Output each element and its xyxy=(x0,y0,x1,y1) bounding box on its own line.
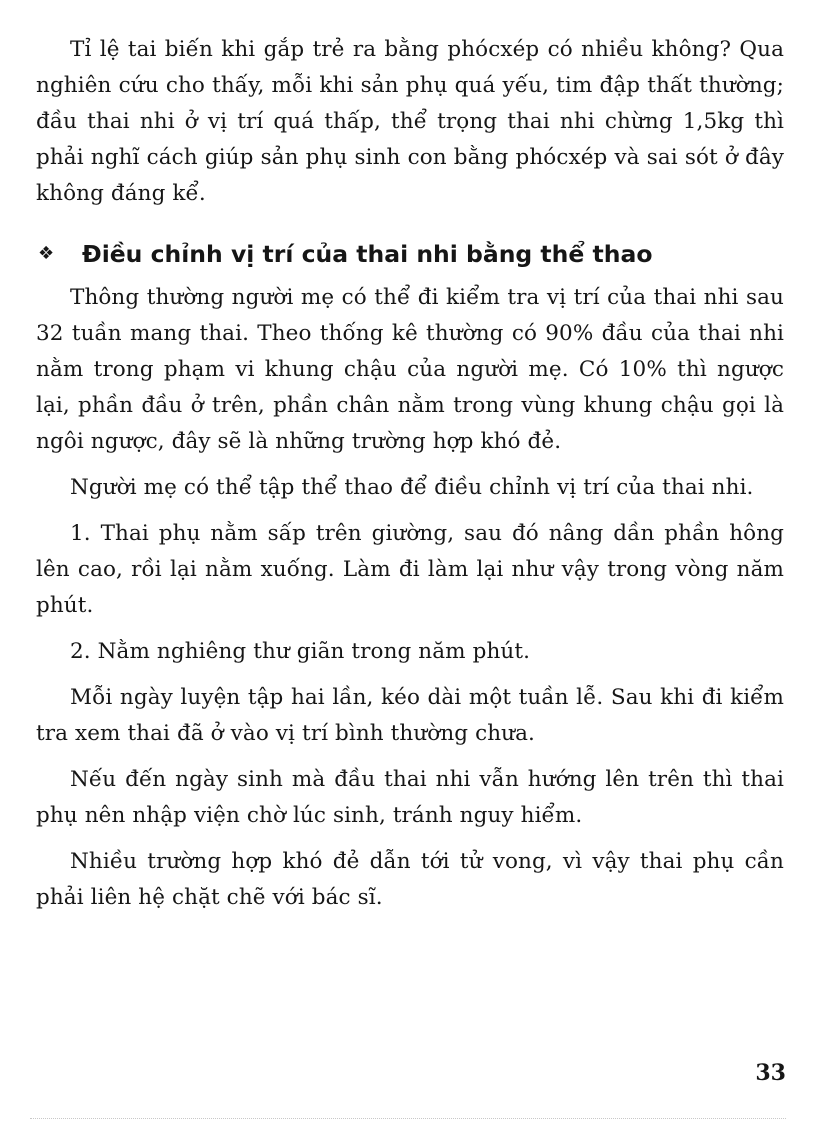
page-content xyxy=(36,32,784,926)
bottom-divider xyxy=(30,1118,786,1119)
diamond-bullet-icon: ❖ xyxy=(38,243,55,264)
intro-paragraph: Tỉ lệ tai biến khi gắp trẻ ra bằng phócxép có nhiều không? Qua nghiên cứu cho thấy, mỗi khi sản phụ quá yếu, tim đập thất thường; đầu thai nhi ở vị trí quá thấp, thể trọng thai nhi chừng 1,5kg thì phải nghĩ cách giúp sản phụ sinh con bằng phócxép và sai sót ở đây không đáng kể. xyxy=(36,37,784,206)
body-paragraph: Thông thường người mẹ có thể đi kiểm tra vị trí của thai nhi sau 32 tuần mang thai. Theo thống kê thường có 90% đầu của thai nhi nằm trong phạm vi khung chậu của người mẹ. Có 10% thì ngược lại, phần đầu ở trên, phần chân nằm trong vùng khung chậu gọi là ngôi ngược, đây sẽ là những trường hợp khó đẻ. xyxy=(36,285,784,454)
body-paragraph: Nếu đến ngày sinh mà đầu thai nhi vẫn hướng lên trên thì thai phụ nên nhập viện chờ lúc sinh, tránh nguy hiểm. xyxy=(36,767,784,828)
section-title: Điều chỉnh vị trí của thai nhi bằng thể thao xyxy=(82,240,653,268)
body-paragraph: Nhiều trường hợp khó đẻ dẫn tới tử vong, vì vậy thai phụ cần phải liên hệ chặt chẽ với bác sĩ. xyxy=(36,849,784,910)
body-paragraph: Người mẹ có thể tập thể thao để điều chỉnh vị trí của thai nhi. xyxy=(70,475,754,500)
section-heading xyxy=(36,234,784,274)
numbered-step: 2. Nằm nghiêng thư giãn trong năm phút. xyxy=(70,639,531,664)
numbered-step: 1. Thai phụ nằm sấp trên giường, sau đó nâng dần phần hông lên cao, rồi lại nằm xuống. Làm đi làm lại như vậy trong vòng năm phút. xyxy=(36,521,784,618)
body-paragraph: Mỗi ngày luyện tập hai lần, kéo dài một tuần lễ. Sau khi đi kiểm tra xem thai đã ở vào vị trí bình thường chưa. xyxy=(36,685,784,746)
page-number: 33 xyxy=(755,1060,786,1086)
